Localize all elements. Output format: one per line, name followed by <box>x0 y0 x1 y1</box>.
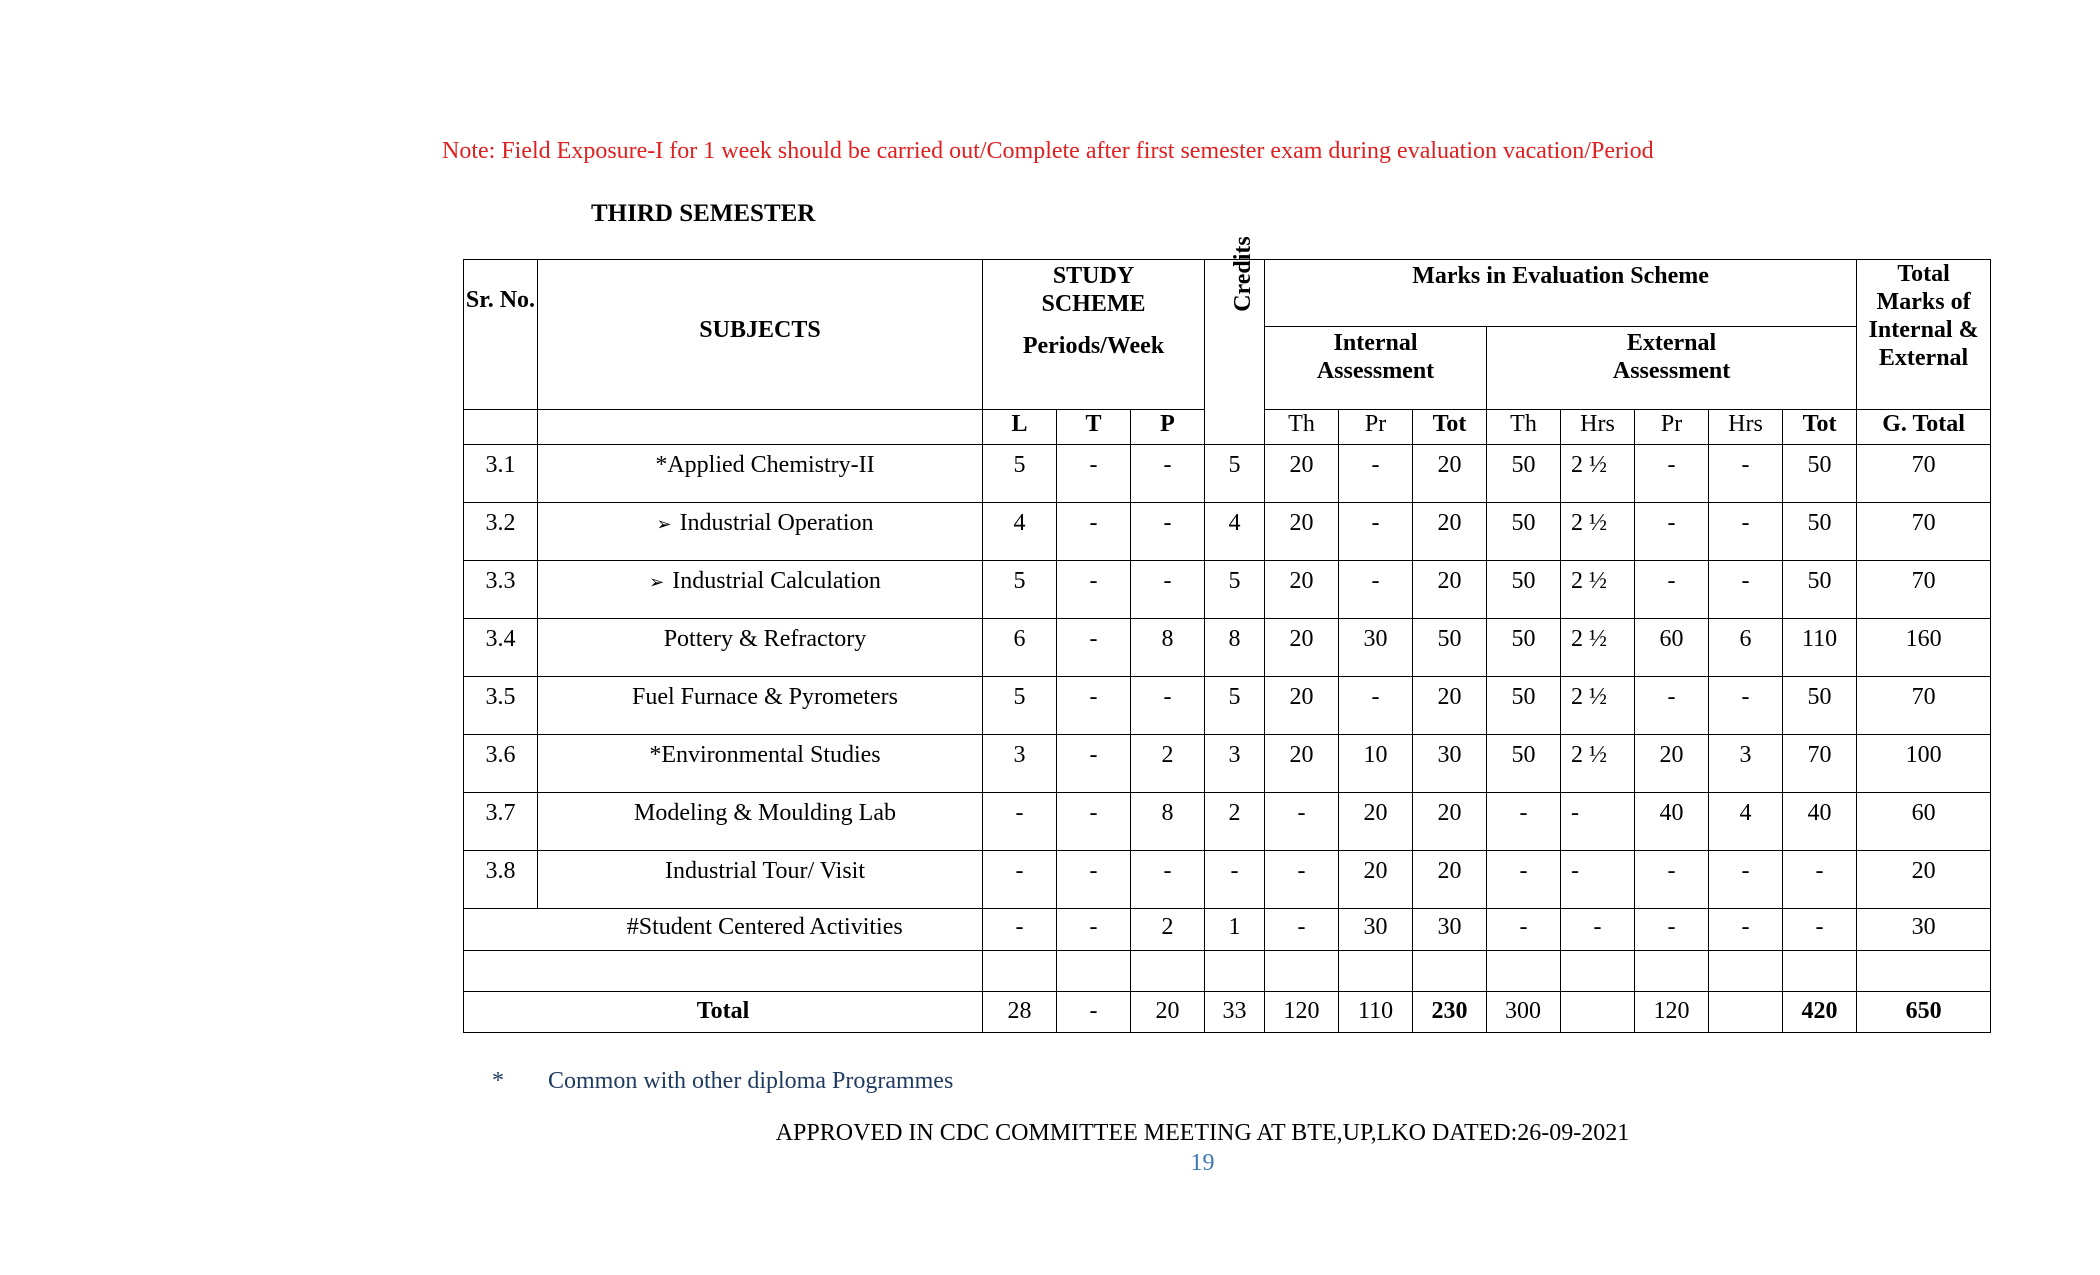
total-ext-th: 300 <box>1487 992 1561 1033</box>
header-credits <box>1205 236 1265 445</box>
cell-t: - <box>1057 503 1131 561</box>
cell-credits: 3 <box>1205 735 1265 793</box>
empty-cell <box>1413 951 1487 992</box>
cell-l: 5 <box>983 561 1057 619</box>
cell-ext-pr: - <box>1635 909 1709 951</box>
header-total-marks: Total Marks of Internal & External <box>1857 260 1991 410</box>
cell-sr-no: 3.5 <box>464 677 538 735</box>
cell-ext-th: - <box>1487 793 1561 851</box>
cell-int-th: 20 <box>1265 445 1339 503</box>
cell-l: 6 <box>983 619 1057 677</box>
sca-subject: #Student Centered Activities <box>538 909 983 951</box>
header-g-total: G. Total <box>1857 410 1991 445</box>
cell-ext-hrs: 2 ½ <box>1561 561 1635 619</box>
cell-l: 3 <box>983 735 1057 793</box>
cell-subject <box>538 793 983 851</box>
cell-credits: 5 <box>1205 561 1265 619</box>
empty-cell <box>1709 951 1783 992</box>
arrow-bullet-icon: ➢ <box>649 572 665 593</box>
empty-cell <box>1057 951 1131 992</box>
cell-int-th: - <box>1265 793 1339 851</box>
cell-ext-hrs: 2 ½ <box>1561 677 1635 735</box>
cell-sr-no: 3.1 <box>464 445 538 503</box>
table-row <box>464 561 1991 619</box>
header-int-th: Th <box>1265 410 1339 445</box>
cell-l: - <box>983 793 1057 851</box>
total-ext-pr: 120 <box>1635 992 1709 1033</box>
table-row-empty <box>464 951 1991 992</box>
empty-cell <box>1131 951 1205 992</box>
header-ext-tot: Tot <box>1783 410 1857 445</box>
empty-cell <box>1857 951 1991 992</box>
cell-int-th: 20 <box>1265 503 1339 561</box>
cell-l: 4 <box>983 503 1057 561</box>
cell-ext-tot: - <box>1783 909 1857 951</box>
total-label: Total <box>464 992 983 1033</box>
empty-cell <box>1635 951 1709 992</box>
field-exposure-note: Note: Field Exposure-I for 1 week should be carried out/Complete after first semester exam during evaluation vacation/Period <box>442 138 1654 164</box>
cell-g-total: 60 <box>1857 793 1991 851</box>
cell-ext-th: 50 <box>1487 445 1561 503</box>
cell-ext-hrs: 2 ½ <box>1561 619 1635 677</box>
cell-ext-hrs2: - <box>1709 561 1783 619</box>
table-row <box>464 851 1991 909</box>
cell-int-tot: 20 <box>1413 445 1487 503</box>
total-t: - <box>1057 992 1131 1033</box>
cell-int-tot: 20 <box>1413 793 1487 851</box>
table-row <box>464 503 1991 561</box>
cell-subject <box>538 561 983 619</box>
cell-ext-hrs: - <box>1561 909 1635 951</box>
cell-ext-hrs2: - <box>1709 503 1783 561</box>
table-row <box>464 677 1991 735</box>
cell-sr-no: 3.6 <box>464 735 538 793</box>
table-row <box>464 735 1991 793</box>
page-number: 19 <box>1190 1150 1215 1176</box>
cell-ext-tot: 50 <box>1783 677 1857 735</box>
cell-int-th: 20 <box>1265 619 1339 677</box>
cell-p: 8 <box>1131 793 1205 851</box>
header-subj-spacer <box>538 410 983 445</box>
cell-ext-pr: - <box>1635 445 1709 503</box>
empty-cell <box>464 951 983 992</box>
cell-int-tot: 20 <box>1413 677 1487 735</box>
empty-cell <box>1783 951 1857 992</box>
cell-t: - <box>1057 677 1131 735</box>
cell-l: 5 <box>983 677 1057 735</box>
cell-int-tot: 50 <box>1413 619 1487 677</box>
cell-int-pr: 20 <box>1339 851 1413 909</box>
cell-int-th: 20 <box>1265 735 1339 793</box>
header-ext-hrs2: Hrs <box>1709 410 1783 445</box>
cell-subject <box>538 445 983 503</box>
header-l: L <box>983 410 1057 445</box>
cell-credits: 5 <box>1205 445 1265 503</box>
footnote-text: Common with other diploma Programmes <box>548 1068 954 1094</box>
cell-int-tot: 20 <box>1413 561 1487 619</box>
table-row-sca <box>464 909 1991 951</box>
header-t: T <box>1057 410 1131 445</box>
cell-ext-hrs2: 4 <box>1709 793 1783 851</box>
cell-subject <box>538 677 983 735</box>
cell-int-tot: 20 <box>1413 503 1487 561</box>
total-g-total: 650 <box>1857 992 1991 1033</box>
cell-int-tot: 30 <box>1413 735 1487 793</box>
cell-subject <box>538 503 983 561</box>
cell-int-pr: - <box>1339 561 1413 619</box>
cell-ext-hrs2: 3 <box>1709 735 1783 793</box>
cell-l: - <box>983 909 1057 951</box>
cell-subject <box>538 735 983 793</box>
header-external-assessment: External Assessment <box>1487 327 1857 410</box>
cell-credits: 1 <box>1205 909 1265 951</box>
cell-t: - <box>1057 735 1131 793</box>
cell-ext-hrs: 2 ½ <box>1561 445 1635 503</box>
cell-ext-pr: - <box>1635 503 1709 561</box>
cell-g-total: 70 <box>1857 445 1991 503</box>
cell-t: - <box>1057 445 1131 503</box>
arrow-bullet-icon: ➢ <box>656 514 672 535</box>
total-p: 20 <box>1131 992 1205 1033</box>
cell-int-pr: - <box>1339 445 1413 503</box>
cell-g-total: 160 <box>1857 619 1991 677</box>
cell-g-total: 100 <box>1857 735 1991 793</box>
subject-name: Modeling & Moulding Lab <box>634 800 896 826</box>
table-row-total <box>464 992 1991 1033</box>
empty-cell <box>1339 951 1413 992</box>
cell-g-total: 70 <box>1857 561 1991 619</box>
cell-p: - <box>1131 561 1205 619</box>
cell-p: - <box>1131 677 1205 735</box>
cell-int-pr: - <box>1339 503 1413 561</box>
credits-label: Credits <box>1229 236 1256 312</box>
evaluation-scheme-table <box>463 236 1991 1033</box>
total-credits: 33 <box>1205 992 1265 1033</box>
header-ext-hrs: Hrs <box>1561 410 1635 445</box>
cell-sr-no: 3.3 <box>464 561 538 619</box>
cell-int-tot: 20 <box>1413 851 1487 909</box>
header-subjects: SUBJECTS <box>538 260 983 410</box>
cell-g-total: 30 <box>1857 909 1991 951</box>
cell-ext-pr: 60 <box>1635 619 1709 677</box>
cell-int-th: 20 <box>1265 561 1339 619</box>
cell-int-pr: 20 <box>1339 793 1413 851</box>
table-row <box>464 793 1991 851</box>
empty-cell <box>983 951 1057 992</box>
total-ext-hrs <box>1561 992 1635 1033</box>
cell-ext-pr: - <box>1635 561 1709 619</box>
cell-int-th: - <box>1265 909 1339 951</box>
subject-name: *Applied Chemistry-II <box>655 452 875 478</box>
header-p: P <box>1131 410 1205 445</box>
subject-name: Industrial Calculation <box>672 568 881 594</box>
cell-int-pr: 10 <box>1339 735 1413 793</box>
cell-l: 5 <box>983 445 1057 503</box>
header-marks-evaluation: Marks in Evaluation Scheme <box>1265 260 1857 327</box>
subject-name: Pottery & Refractory <box>663 626 867 652</box>
cell-ext-tot: - <box>1783 851 1857 909</box>
cell-ext-hrs: - <box>1561 851 1635 909</box>
cell-ext-tot: 50 <box>1783 503 1857 561</box>
subject-name: Industrial Tour/ Visit <box>665 858 865 884</box>
study-scheme-label: STUDY SCHEME <box>1041 263 1146 317</box>
cell-credits: 2 <box>1205 793 1265 851</box>
cell-p: 2 <box>1131 735 1205 793</box>
header-int-pr: Pr <box>1339 410 1413 445</box>
cell-ext-hrs: 2 ½ <box>1561 503 1635 561</box>
empty-cell <box>1265 951 1339 992</box>
cell-ext-hrs2: - <box>1709 851 1783 909</box>
cell-p: 2 <box>1131 909 1205 951</box>
subject-name: Industrial Operation <box>679 510 874 536</box>
cell-ext-th: 50 <box>1487 561 1561 619</box>
total-int-tot: 230 <box>1413 992 1487 1033</box>
cell-g-total: 20 <box>1857 851 1991 909</box>
header-sr-no: Sr. No. <box>464 260 538 410</box>
cell-ext-th: 50 <box>1487 735 1561 793</box>
header-internal-assessment: Internal Assessment <box>1265 327 1487 410</box>
cell-ext-th: - <box>1487 851 1561 909</box>
cell-p: - <box>1131 503 1205 561</box>
cell-ext-pr: - <box>1635 677 1709 735</box>
cell-ext-hrs: 2 ½ <box>1561 735 1635 793</box>
cell-t: - <box>1057 909 1131 951</box>
cell-ext-th: 50 <box>1487 503 1561 561</box>
cell-int-pr: - <box>1339 677 1413 735</box>
table-row <box>464 619 1991 677</box>
cell-int-pr: 30 <box>1339 909 1413 951</box>
cell-ext-tot: 40 <box>1783 793 1857 851</box>
cell-int-tot: 30 <box>1413 909 1487 951</box>
cell-int-pr: 30 <box>1339 619 1413 677</box>
cell-int-th: 20 <box>1265 677 1339 735</box>
cell-p: - <box>1131 851 1205 909</box>
cell-ext-pr: 40 <box>1635 793 1709 851</box>
table-row <box>464 445 1991 503</box>
approval-line: APPROVED IN CDC COMMITTEE MEETING AT BTE,UP,LKO DATED:26-09-2021 <box>775 1120 1630 1146</box>
cell-ext-tot: 70 <box>1783 735 1857 793</box>
cell-ext-hrs2: - <box>1709 445 1783 503</box>
cell-ext-hrs2: 6 <box>1709 619 1783 677</box>
cell-ext-th: - <box>1487 909 1561 951</box>
cell-subject <box>538 851 983 909</box>
empty-cell <box>1205 951 1265 992</box>
cell-int-th: - <box>1265 851 1339 909</box>
subject-rows <box>464 445 1991 909</box>
subject-name: Fuel Furnace & Pyrometers <box>632 684 898 710</box>
subject-name: *Environmental Studies <box>649 742 881 768</box>
total-l: 28 <box>983 992 1057 1033</box>
cell-ext-hrs2: - <box>1709 677 1783 735</box>
periods-week-label: Periods/Week <box>1022 333 1165 359</box>
header-ext-pr: Pr <box>1635 410 1709 445</box>
total-ext-tot: 420 <box>1783 992 1857 1033</box>
cell-ext-th: 50 <box>1487 619 1561 677</box>
footnote <box>492 1068 953 1095</box>
cell-ext-tot: 50 <box>1783 561 1857 619</box>
cell-ext-hrs2: - <box>1709 909 1783 951</box>
cell-sr-no: 3.4 <box>464 619 538 677</box>
total-ext-hrs2 <box>1709 992 1783 1033</box>
cell-ext-pr: 20 <box>1635 735 1709 793</box>
cell-subject <box>538 619 983 677</box>
cell-l: - <box>983 851 1057 909</box>
cell-sr-no: 3.2 <box>464 503 538 561</box>
cell-sr-no: 3.7 <box>464 793 538 851</box>
empty-cell <box>1487 951 1561 992</box>
sca-sr <box>464 909 538 951</box>
cell-g-total: 70 <box>1857 677 1991 735</box>
header-study-scheme <box>983 260 1205 410</box>
cell-t: - <box>1057 619 1131 677</box>
cell-credits: - <box>1205 851 1265 909</box>
cell-credits: 5 <box>1205 677 1265 735</box>
cell-ext-tot: 50 <box>1783 445 1857 503</box>
semester-title: THIRD SEMESTER <box>591 200 816 227</box>
cell-ext-pr: - <box>1635 851 1709 909</box>
cell-p: 8 <box>1131 619 1205 677</box>
empty-cell <box>1561 951 1635 992</box>
cell-ext-th: 50 <box>1487 677 1561 735</box>
footnote-star: * <box>492 1068 504 1094</box>
cell-t: - <box>1057 561 1131 619</box>
cell-sr-no: 3.8 <box>464 851 538 909</box>
cell-ext-tot: 110 <box>1783 619 1857 677</box>
cell-credits: 4 <box>1205 503 1265 561</box>
cell-credits: 8 <box>1205 619 1265 677</box>
header-ext-th: Th <box>1487 410 1561 445</box>
header-int-tot: Tot <box>1413 410 1487 445</box>
cell-ext-hrs: - <box>1561 793 1635 851</box>
total-int-pr: 110 <box>1339 992 1413 1033</box>
total-int-th: 120 <box>1265 992 1339 1033</box>
header-sr-spacer <box>464 410 538 445</box>
cell-t: - <box>1057 793 1131 851</box>
cell-p: - <box>1131 445 1205 503</box>
cell-t: - <box>1057 851 1131 909</box>
cell-g-total: 70 <box>1857 503 1991 561</box>
